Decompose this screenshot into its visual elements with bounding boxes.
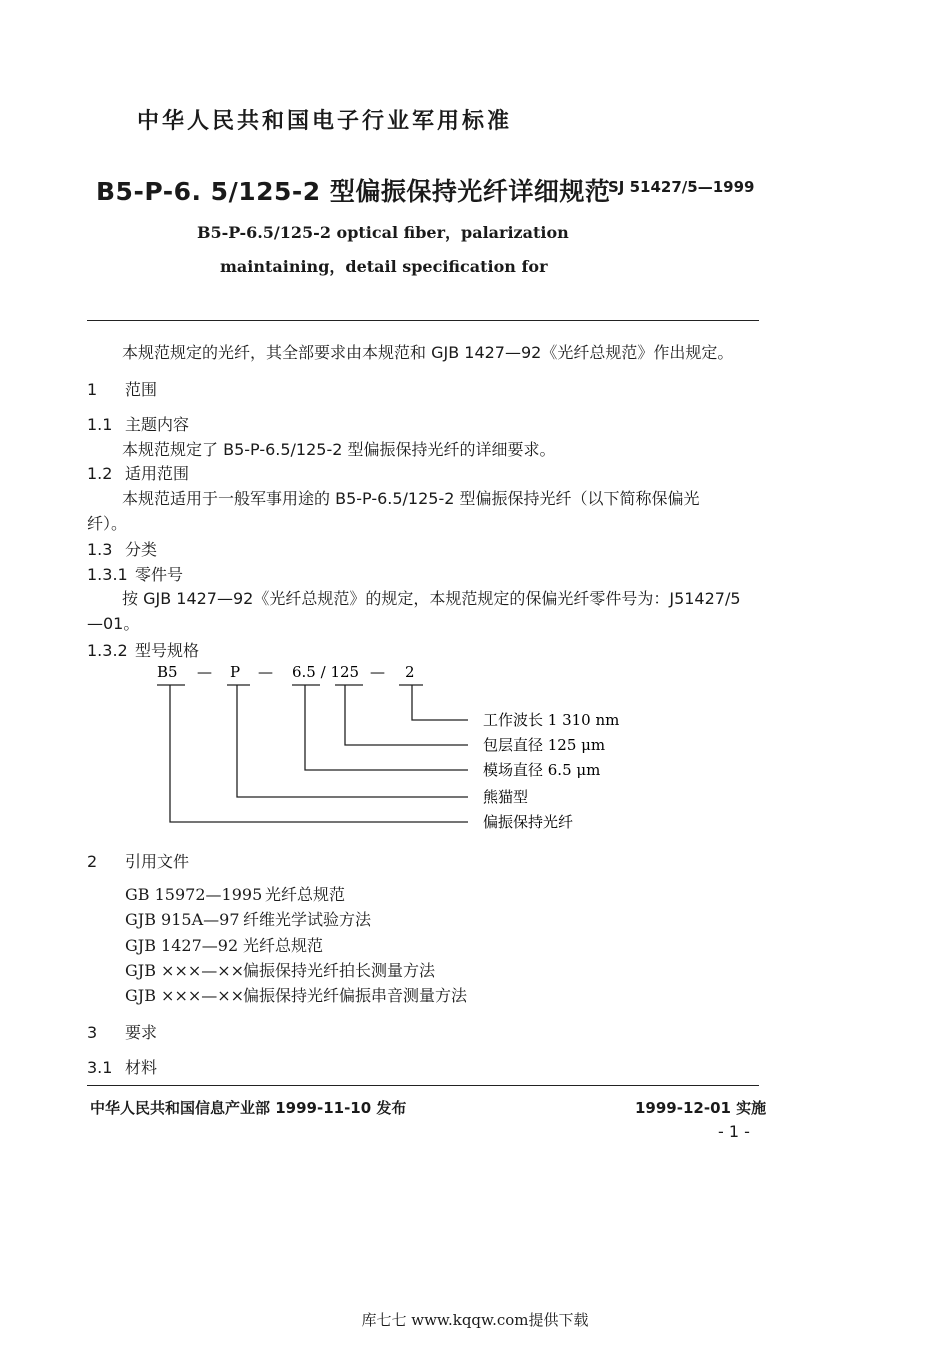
reference-code: GJB ×××—××	[125, 961, 245, 980]
section-title: 要求	[125, 1023, 158, 1042]
document-title: B5-P-6. 5/125-2 型偏振保持光纤详细规范	[96, 177, 611, 206]
english-title-line2: maintaining，detail specification for	[220, 257, 548, 276]
reference-item	[125, 933, 323, 956]
section-1-3-1-text-line2: —01。	[87, 614, 140, 633]
section-title: 适用范围	[125, 464, 190, 483]
model-part-2: 2	[405, 663, 415, 681]
download-watermark: 库七七 www.kqqw.com提供下载	[361, 1311, 589, 1329]
page-number: - 1 -	[718, 1122, 750, 1141]
label-panda-type: 熊猫型	[483, 788, 529, 806]
model-part-dash2: —	[258, 663, 273, 681]
leader-panda	[237, 685, 468, 797]
section-number: 3	[87, 1023, 98, 1042]
section-number: 2	[87, 852, 98, 871]
english-title-line1: B5-P-6.5/125-2 optical fiber，palarization	[197, 223, 569, 242]
label-wavelength: 工作波长 1 310 nm	[483, 711, 620, 729]
effective-date: 1999-12-01 实施	[635, 1099, 767, 1117]
section-3-1-heading	[87, 1055, 157, 1078]
section-title: 型号规格	[135, 641, 200, 660]
section-1-3-2-heading	[87, 638, 199, 661]
footer-divider	[87, 1085, 759, 1086]
model-part-p: P	[230, 663, 241, 681]
leader-pm-fiber	[170, 685, 468, 822]
section-number: 1	[87, 380, 98, 399]
reference-code: GJB 1427—92	[125, 936, 239, 955]
model-part-size: 6.5 / 125	[292, 663, 360, 681]
leader-wavelength	[412, 685, 468, 720]
section-number: 3.1	[87, 1058, 113, 1077]
section-number: 1.1	[87, 415, 113, 434]
standard-code: SJ 51427/5—1999	[608, 178, 755, 196]
section-title: 范围	[125, 380, 158, 399]
model-part-b5: B5	[157, 663, 178, 681]
section-number: 1.2	[87, 464, 113, 483]
section-1-2-text-line2: 纤）。	[87, 514, 128, 533]
reference-code: GJB ×××—××	[125, 986, 245, 1005]
section-2-heading	[87, 849, 189, 872]
document-header: 中华人民共和国电子行业军用标准	[137, 109, 513, 134]
reference-item	[125, 907, 371, 930]
section-number: 1.3.2	[87, 641, 128, 660]
reference-item	[125, 882, 345, 905]
intro-paragraph: 本规范规定的光纤，其全部要求由本规范和 GJB 1427—92《光纤总规范》作出规定。	[122, 343, 734, 362]
section-title: 零件号	[135, 565, 184, 584]
leader-mode-field	[305, 685, 468, 770]
section-number: 1.3	[87, 540, 113, 559]
section-1-2-heading	[87, 461, 189, 484]
reference-title: 光纤总规范	[265, 885, 346, 904]
section-1-3-1-text-line1: 按 GJB 1427—92《光纤总规范》的规定，本规范规定的保偏光纤零件号为：J51427/5	[122, 589, 741, 608]
model-designation-diagram	[155, 660, 655, 832]
section-1-1-text: 本规范规定了 B5-P-6.5/125-2 型偏振保持光纤的详细要求。	[122, 440, 556, 459]
label-pm-fiber: 偏振保持光纤	[483, 813, 574, 831]
section-1-3-1-heading	[87, 562, 183, 585]
section-1-3-heading	[87, 537, 157, 560]
reference-title: 光纤总规范	[243, 936, 324, 955]
label-mode-field-diameter: 模场直径 6.5 μm	[483, 761, 601, 779]
reference-title: 纤维光学试验方法	[243, 910, 372, 929]
issue-statement: 中华人民共和国信息产业部 1999-11-10 发布	[90, 1099, 407, 1117]
section-number: 1.3.1	[87, 565, 128, 584]
section-title: 主题内容	[125, 415, 190, 434]
reference-code: GJB 915A—97	[125, 910, 240, 929]
label-cladding-diameter: 包层直径 125 μm	[483, 736, 606, 754]
section-3-heading	[87, 1020, 157, 1043]
model-part-dash1: —	[197, 663, 212, 681]
reference-title: 偏振保持光纤拍长测量方法	[243, 961, 436, 980]
reference-item	[125, 983, 467, 1006]
top-divider	[87, 320, 759, 321]
section-1-heading	[87, 377, 157, 400]
leader-cladding	[345, 685, 468, 745]
section-title: 分类	[125, 540, 158, 559]
section-title: 材料	[125, 1058, 158, 1077]
section-1-2-text-line1: 本规范适用于一般军事用途的 B5-P-6.5/125-2 型偏振保持光纤（以下简称保偏光	[122, 489, 700, 508]
reference-code: GB 15972—1995	[125, 885, 263, 904]
reference-item	[125, 958, 435, 981]
section-title: 引用文件	[125, 852, 190, 871]
section-1-1-heading	[87, 412, 189, 435]
reference-title: 偏振保持光纤偏振串音测量方法	[243, 986, 468, 1005]
model-part-dash3: —	[370, 663, 385, 681]
